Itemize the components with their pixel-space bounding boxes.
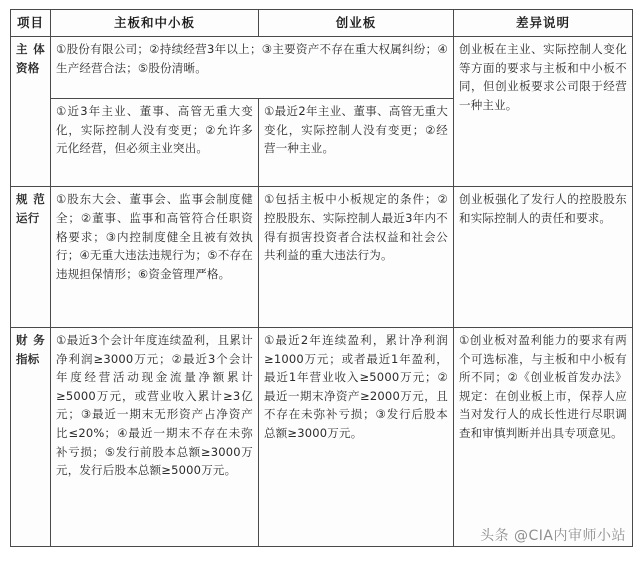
cell-gem-board: ①最近2年连续盈利，累计净利润≥1000万元；或者最近1年盈利，最近1年营业收入≥5000万元；②最近一期末净资产≥2000万元，且不存在未弥补亏损；③发行后股本总额≥3000万元。: [259, 327, 454, 546]
table-row: [11, 187, 633, 328]
comparison-table-container: [10, 9, 632, 547]
column-header-main-board: 主板和中小板: [51, 10, 259, 37]
column-header-gem-board: 创业板: [259, 10, 454, 37]
column-header-difference: 差异说明: [454, 10, 633, 37]
row-category-label: 主体资格: [11, 37, 51, 187]
cell-main-board: ①股东大会、董事会、监事会制度健全；②董事、监事和高管符合任职资格要求；③内控制度健全且被有效执行；④无重大违法违规行为；⑤不存在违规担保情形；⑥资金管理严格。: [51, 187, 259, 328]
cell-difference: 创业板强化了发行人的控股股东和实际控制人的责任和要求。: [454, 187, 633, 328]
cell-difference: 创业板在主业、实际控制人变化等方面的要求与主板和中小板不同，但创业板要求公司限于经营一种主业。: [454, 37, 633, 187]
column-header-item: 项目: [11, 10, 51, 37]
cell-main-board: ①最近3个会计年度连续盈利，且累计净利润≥3000万元；②最近3个会计年度经营活动现金流量净额累计≥5000万元，或营业收入累计≥3亿元；③最近一期末无形资产占净资产比≤20%；④最近一期末不存在未弥补亏损；⑤发行前股本总额≥3000万元，发行后股本总额≥5000万元。: [51, 327, 259, 546]
table-row: [11, 37, 633, 99]
board-comparison-table: [10, 9, 633, 547]
table-header: [11, 10, 633, 37]
cell-shared-requirements: ①股份有限公司；②持续经营3年以上；③主要资产不存在重大权属纠纷；④生产经营合法；⑤股份清晰。: [51, 37, 454, 99]
row-category-label: 财务指标: [11, 327, 51, 546]
cell-main-board: ①近3年主业、董事、高管无重大变化，实际控制人没有变更；②允许多元化经营，但必须主业突出。: [51, 99, 259, 187]
row-category-label: 规范运行: [11, 187, 51, 328]
table-body: [11, 37, 633, 547]
table-header-row: [11, 10, 633, 37]
table-row: [11, 327, 633, 546]
cell-gem-board: ①最近2年主业、董事、高管无重大变化，实际控制人没有变更；②经营一种主业。: [259, 99, 454, 187]
cell-gem-board: ①包括主板中小板规定的条件；②控股股东、实际控制人最近3年内不得有损害投资者合法权益和社会公共利益的重大违法行为。: [259, 187, 454, 328]
cell-difference: ①创业板对盈利能力的要求有两个可选标准，与主板和中小板有所不同；②《创业板首发办法》规定：在创业板上市，保荐人应当对发行人的成长性进行尽职调查和审慎判断并出具专项意见。: [454, 327, 633, 546]
watermark-attribution: 头条 @CIA内审师小站: [480, 528, 626, 544]
